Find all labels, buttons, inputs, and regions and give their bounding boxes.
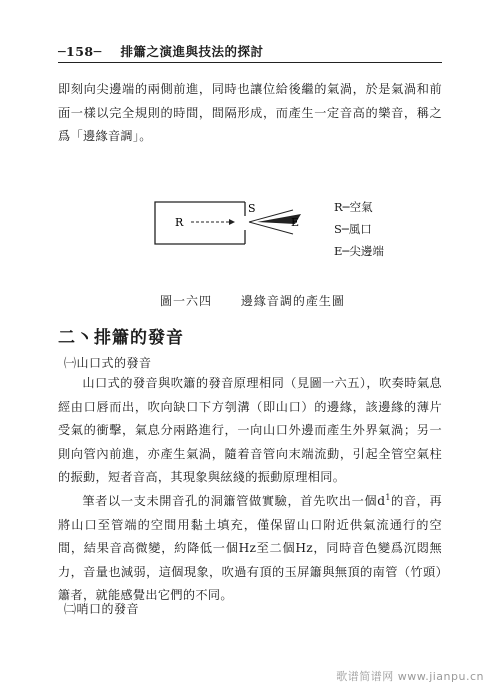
legend-item-r: R─空氣 <box>334 200 373 214</box>
label-e: E <box>291 216 300 229</box>
subhead-1: ㈠山口式的發音 <box>64 356 152 370</box>
figure-title: 邊緣音調的產生圖 <box>240 294 345 308</box>
figure-legend <box>334 196 384 262</box>
air-arrow-head <box>229 219 235 225</box>
figure-caption <box>160 292 369 309</box>
page-number: ─158─ <box>58 44 102 59</box>
running-title: 排簫之演進與技法的探討 <box>120 44 264 59</box>
label-s: S <box>248 202 256 215</box>
paragraph-3-part-b: 的音，再將山口至管端的空間用黏土填充，僅保留山口附近供氣流通行的空間，結果音高微變，約降低一個Hz至二個Hz，同時音色變爲沉悶無力，音量也減弱，這個現象，吹過有頂的玉屏簫與無頂的南管（竹頭）簫者，就能感覺出它們的不同。 <box>58 494 442 603</box>
paragraph-1: 即刻向尖邊端的兩側前進，同時也讓位給後繼的氣渦，於是氣渦和前面一樣以完全規則的時間，間隔形成，而產生一定音高的樂音，稱之爲「邊緣音調」。 <box>58 82 442 143</box>
paragraph-2: 山口式的發音與吹簫的發音原理相同（見圖一六五），吹奏時氣息經由口唇而出，吹向缺口下方刳溝（即山口）的邊緣，該邊緣的薄片受氣的衝擊，氣息分兩路進行，一向山口外邊而產生外界氣渦；另一則向管內前進，亦產生氣渦，隨着音管向末端流動，引起全管空氣柱的振動，短者音高，其現象與絃綫的振動原理相同。 <box>58 376 442 484</box>
label-r: R <box>175 216 184 229</box>
figure-number: 圖一六四 <box>160 294 213 308</box>
legend-item-e: E─尖邊端 <box>334 244 384 258</box>
edge-line-lower <box>249 222 293 234</box>
superscript: 1 <box>385 493 391 502</box>
section-title: 二丶排簫的發音 <box>58 328 184 348</box>
legend-item-s: S─風口 <box>334 222 372 236</box>
paragraph-3 <box>58 486 442 608</box>
subhead-2: ㈡哨口的發音 <box>64 602 140 616</box>
header-rule <box>58 62 442 63</box>
edge-tone-diagram <box>145 188 345 258</box>
paragraph-3-part-a: 筆者以一支未開音孔的洞簫管做實驗，首先吹出一個d <box>82 494 386 509</box>
watermark: 歌谱简谱网 www.jianpu.cn <box>336 670 484 683</box>
page-header <box>58 42 438 60</box>
